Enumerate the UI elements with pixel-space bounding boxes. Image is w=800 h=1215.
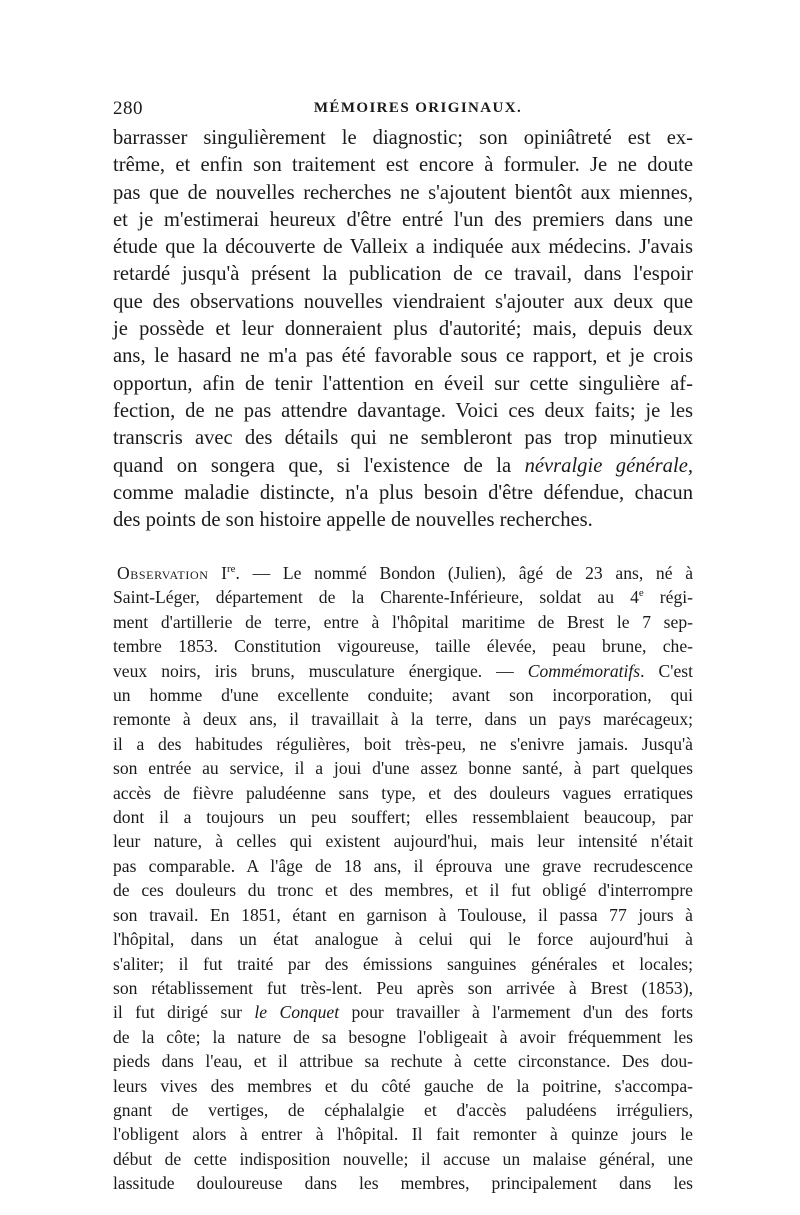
text-line: transcris avec des détails qui ne sembleront pas trop minutieux (113, 427, 693, 450)
text-line: tembre 1853. Constitution vigoureuse, taille élevée, peau brune, che- (113, 636, 693, 657)
line-text: . C'est (640, 660, 693, 681)
text-line: l'hôpital, dans un état analogue à celui qui le force aujourd'hui à (113, 929, 693, 950)
text-line: un homme d'une excellente conduite; avant son incorporation, qui (113, 685, 693, 706)
text-line: il a des habitudes régulières, boit très-peu, ne s'enivre jamais. Jusqu'à (113, 733, 693, 754)
page-number: 280 (113, 98, 143, 119)
text-line: je possède et leur donneraient plus d'autorité; mais, depuis deux (113, 318, 693, 341)
text-line: comme maladie distincte, n'a plus besoin d'être défendue, chacun (113, 481, 693, 504)
text-line: remonte à deux ans, il travaillait à la terre, dans un pays marécageux; (113, 709, 693, 730)
text-line: fection, de ne pas attendre davantage. Voici ces deux faits; je les (113, 399, 693, 422)
line-text: quand on songera que, si l'existence de la (113, 454, 525, 477)
page-header (113, 98, 693, 120)
line-text: . — Le nommé Bondon (Julien), âgé de 23 ans, né à (235, 563, 693, 583)
observation-number: I (221, 563, 228, 583)
text-line: leurs vives des membres et du côté gauche de la poitrine, s'accompa- (113, 1075, 693, 1096)
line-text: Saint-Léger, département de la Charente-Inférieure, soldat au 4 (113, 587, 639, 608)
text-line: que des observations nouvelles viendraient s'ajouter aux deux que (113, 290, 693, 313)
line-text: veux noirs, iris bruns, musculature énergique. — (113, 660, 528, 681)
ordinal-sup: e (638, 587, 644, 600)
italic-place-name: le Conquet (254, 1002, 340, 1023)
text-line: pieds dans l'eau, et il attribue sa rechute à cette circonstance. Des dou- (113, 1051, 693, 1072)
text-line: son rétablissement fut très-lent. Peu après son arrivée à Brest (1853), (113, 977, 693, 998)
observation-paragraph (113, 561, 693, 1196)
text-line: lassitude douloureuse dans les membres, principalement dans les (113, 1173, 693, 1194)
text-line: ment d'artillerie de terre, entre à l'hôpital maritime de Brest le 7 sep- (113, 611, 693, 632)
text-line: trême, et enfin son traitement est encore à formuler. Je ne doute (113, 154, 693, 177)
observation-label: Observation (117, 563, 209, 583)
line-text: il fut dirigé sur (113, 1002, 255, 1023)
text-line: son entrée au service, il a joui d'une assez bonne santé, à part quelques (113, 758, 693, 779)
running-title: MÉMOIRES ORIGINAUX. (313, 100, 523, 116)
text-line: s'aliter; il fut traité par des émissions sanguines générales et locales; (113, 953, 693, 974)
text-line: gnant de vertiges, de céphalalgie et d'accès paludéens irréguliers, (113, 1099, 693, 1120)
text-line: barrasser singulièrement le diagnostic; son opiniâtreté est ex- (113, 127, 693, 149)
text-line: étude que la découverte de Valleix a indiquée aux médecins. J'avais (113, 236, 693, 259)
text-line: l'obligent alors à entrer à l'hôpital. Il fait remonter à quinze jours le (113, 1124, 693, 1145)
text-line (113, 1000, 693, 1024)
line-text: régi- (643, 587, 693, 608)
text-line (113, 453, 693, 480)
text-line: pas que de nouvelles recherches ne s'ajoutent bientôt aux miennes, (113, 181, 693, 204)
text-line: des points de son histoire appelle de nouvelles recherches. (113, 509, 593, 532)
text-line: dont il a toujours un peu souffert; elles ressemblaient beaucoup, par (113, 807, 693, 828)
text-line (113, 585, 693, 609)
text-line: de la côte; la nature de sa besogne l'obligeait à avoir fréquemment les (113, 1026, 693, 1047)
text-line: leur nature, à celles qui existent aujourd'hui, mais leur intensité n'était (113, 831, 693, 852)
text-line: et je m'estimerai heureux d'être entré l'un des premiers dans une (113, 208, 693, 231)
main-paragraph (113, 125, 693, 534)
text-line (113, 561, 693, 585)
text-line: pas comparable. A l'âge de 18 ans, il éprouva une grave recrudescence (113, 855, 693, 876)
text-line: ans, le hasard ne m'a pas été favorable sous ce rapport, et je crois (113, 345, 693, 368)
text-line: son travail. En 1851, étant en garnison à Toulouse, il passa 77 jours à (113, 904, 693, 925)
text-line: retardé jusqu'à présent la publication de ce travail, dans l'espoir (113, 263, 693, 286)
italic-term: névralgie générale, (524, 454, 693, 477)
line-text: pour travailler à l'armement d'un des forts (339, 1002, 693, 1023)
italic-term: Commémoratifs (527, 660, 641, 681)
text-line: opportun, afin de tenir l'attention en éveil sur cette singulière af- (113, 372, 693, 395)
observation-number-sup: re (227, 563, 236, 576)
text-line: accès de fièvre paludéenne sans type, et des douleurs vagues erratiques (113, 782, 693, 803)
text-line: début de cette indisposition nouvelle; il accuse un malaise général, une (113, 1148, 693, 1169)
text-line: de ces douleurs du tronc et des membres, et il fut obligé d'interrompre (113, 880, 693, 901)
text-line (113, 659, 693, 683)
